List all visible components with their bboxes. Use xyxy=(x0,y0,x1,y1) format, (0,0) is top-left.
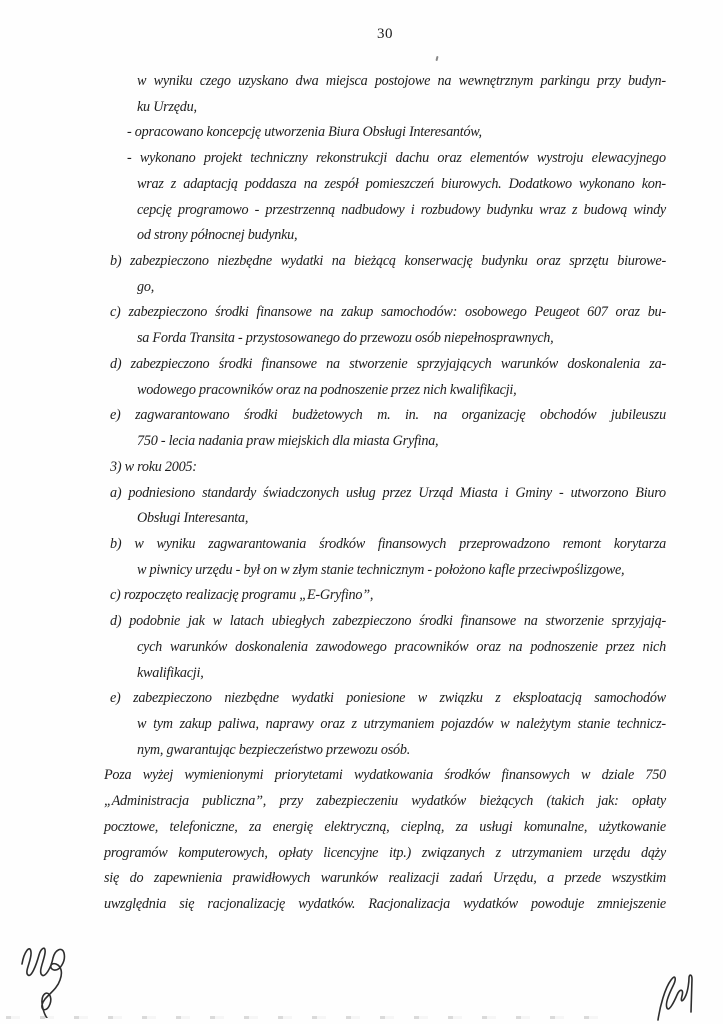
word: „Administracja xyxy=(104,793,189,810)
word: oraz xyxy=(320,715,345,732)
word: Gminy xyxy=(515,484,552,501)
word: biurowe- xyxy=(617,253,666,270)
document-body xyxy=(0,69,723,918)
word: Biuro xyxy=(635,484,666,501)
word: postojowe xyxy=(374,73,431,89)
word: energię xyxy=(272,818,313,835)
word: itp.) xyxy=(389,844,412,861)
word: na xyxy=(326,355,340,372)
word: na xyxy=(508,638,523,655)
word: w xyxy=(581,767,591,784)
word: przy xyxy=(279,793,303,810)
word: za- xyxy=(649,355,666,372)
word: i xyxy=(504,484,509,501)
word: związanych xyxy=(421,844,485,861)
word: oraz xyxy=(476,638,501,655)
word: finansowych xyxy=(501,767,570,784)
word: wyniku xyxy=(156,535,196,552)
word: na xyxy=(331,253,346,270)
word: w xyxy=(212,613,222,630)
word: programowo xyxy=(178,201,249,218)
word: biurowych. xyxy=(441,175,502,192)
word: zespół xyxy=(324,175,359,192)
word: pomieszczeń xyxy=(365,175,434,192)
word: elektryczną, xyxy=(324,818,390,835)
word: b) xyxy=(110,535,122,552)
word: wewnętrznym xyxy=(458,73,534,89)
text-line: w piwnicy urzędu - był on w złym stanie technicznym - położono kafle przeciwpoślizgowe, xyxy=(137,561,625,578)
text-line: 3) w roku 2005: xyxy=(110,458,197,475)
word: ubiegłych xyxy=(271,613,325,630)
word: w xyxy=(500,715,510,732)
text-line xyxy=(110,352,666,378)
word: wydatków. xyxy=(298,896,356,912)
word: wydatków xyxy=(463,896,518,912)
word: w xyxy=(137,715,147,732)
text-line: od strony północnej budynku, xyxy=(137,227,298,244)
word: na xyxy=(303,175,318,192)
word: wykonano xyxy=(139,150,196,167)
word: wszystkim xyxy=(611,870,666,887)
text-line xyxy=(104,866,666,892)
word: wydatków xyxy=(411,793,467,810)
word: naprawy xyxy=(265,715,314,732)
word: osobowego xyxy=(464,304,527,321)
word: Urzędu, xyxy=(492,870,537,887)
word: z xyxy=(170,175,177,192)
word: budżetowych xyxy=(291,407,363,424)
word: z xyxy=(495,690,501,707)
text-line xyxy=(137,198,666,224)
word: rekonstrukcji xyxy=(316,150,388,167)
word: wydatki xyxy=(280,253,324,270)
word: licencyjne xyxy=(323,844,379,861)
text-line xyxy=(110,686,666,712)
word: zadań xyxy=(449,870,483,887)
word: świadczonych xyxy=(263,484,339,501)
word: w xyxy=(134,535,144,552)
word: poniesione xyxy=(346,690,406,707)
word: wyżej xyxy=(142,767,174,784)
word: kon- xyxy=(641,175,666,192)
word: telefoniczne, xyxy=(169,818,238,835)
word: in. xyxy=(404,407,419,424)
word: sprzyjają- xyxy=(611,613,666,630)
word: priorytetami xyxy=(274,767,343,784)
word: warunków xyxy=(500,355,558,372)
text-line: go, xyxy=(137,278,154,295)
word: dachu xyxy=(395,150,429,167)
word: oraz xyxy=(615,304,640,321)
word: adaptacją xyxy=(183,175,238,192)
word: techniczny xyxy=(250,150,308,167)
word: paliwa, xyxy=(218,715,259,732)
word: cieplną, xyxy=(400,818,445,835)
word: się xyxy=(104,870,120,887)
text-line xyxy=(137,635,666,661)
word: e) xyxy=(110,407,121,424)
word: budynku xyxy=(481,253,528,270)
word: programów xyxy=(104,844,168,861)
word: pojazdów xyxy=(440,715,494,732)
word: bieżącą xyxy=(354,253,396,270)
word: wykonano xyxy=(578,175,635,192)
word: oraz xyxy=(437,150,462,167)
word: korytarza xyxy=(613,535,666,552)
text-line xyxy=(137,712,666,738)
text-line xyxy=(110,249,666,275)
word: 750 xyxy=(645,767,666,784)
word: użytkowanie xyxy=(598,818,666,835)
word: organizację xyxy=(461,407,526,424)
text-line: 750 - lecia nadania praw miejskich dla miasta Gryfina, xyxy=(137,433,439,450)
word: wystroju xyxy=(536,150,584,167)
word: w xyxy=(417,690,427,707)
word: środki xyxy=(243,407,278,424)
word: środki xyxy=(215,304,249,321)
word: warunków xyxy=(170,638,228,655)
word: b) xyxy=(110,253,122,270)
word: i xyxy=(410,201,415,218)
text-line xyxy=(110,403,666,429)
word: publiczna”, xyxy=(202,793,267,810)
word: d) xyxy=(110,613,122,630)
word: doskonalenia xyxy=(567,355,640,372)
word: za xyxy=(455,818,468,835)
word: usługi xyxy=(479,818,513,835)
word: przestrzenną xyxy=(265,201,335,218)
word: podnoszenie xyxy=(530,638,598,655)
word: windy xyxy=(633,201,666,218)
word: poddasza xyxy=(244,175,297,192)
word: Peugeot xyxy=(534,304,580,321)
text-line xyxy=(104,763,666,789)
word: stanie xyxy=(577,715,611,732)
word: finansowe xyxy=(261,355,317,372)
word: komputerowych, xyxy=(178,844,268,861)
word: finansowych xyxy=(377,535,447,552)
text-line: sa Forda Transita - przystosowanego do przewozu osób niepełnosprawnych, xyxy=(137,330,554,347)
word: miejsca xyxy=(325,73,368,89)
word: samochodów: xyxy=(380,304,458,321)
text-line xyxy=(110,609,666,635)
word: projekt xyxy=(203,150,242,167)
word: wraz xyxy=(137,175,164,192)
word: - xyxy=(559,484,564,501)
word: budową xyxy=(583,201,628,218)
word: na xyxy=(437,73,452,89)
word: standardy xyxy=(202,484,257,501)
word: zawodowego xyxy=(315,638,387,655)
word: oraz xyxy=(536,253,561,270)
word: niezbędne xyxy=(217,253,272,270)
text-line xyxy=(110,300,666,326)
word: technicz- xyxy=(616,715,666,732)
word: doskonalenia xyxy=(235,638,308,655)
text-line: Obsługi Interesanta, xyxy=(137,510,249,527)
word: - xyxy=(254,201,260,218)
word: 607 xyxy=(587,304,608,321)
word: zakup xyxy=(341,304,374,321)
word: stworzenie xyxy=(545,613,604,630)
word: przez xyxy=(382,484,412,501)
word: niezbędne xyxy=(224,690,279,707)
word: sprzyjających xyxy=(416,355,492,372)
word: dziale xyxy=(601,767,634,784)
word: jak xyxy=(188,613,205,630)
word: Racjonalizacja xyxy=(368,896,450,912)
word: prawidłowych xyxy=(232,870,311,887)
word: (takich xyxy=(546,793,585,810)
word: budynku xyxy=(486,201,533,218)
word: za xyxy=(249,818,262,835)
word: się xyxy=(179,896,195,912)
word: Dodatkowo xyxy=(508,175,572,192)
word: budyn- xyxy=(627,73,666,89)
word: podniesiono xyxy=(128,484,195,501)
word: usług xyxy=(345,484,376,501)
word: Poza xyxy=(104,767,132,784)
word: zabezpieczono xyxy=(130,355,210,372)
text-line xyxy=(127,146,666,172)
word: elementów xyxy=(470,150,529,167)
word: bieżących xyxy=(479,793,534,810)
word: eksploatacją xyxy=(513,690,582,707)
text-line xyxy=(104,841,666,867)
word: opłaty xyxy=(278,844,313,861)
word: środki xyxy=(218,355,253,372)
word: bu- xyxy=(647,304,666,321)
word: zabezpieczono xyxy=(133,690,212,707)
word: Miasta xyxy=(459,484,498,501)
word: zabezpieczono xyxy=(130,253,209,270)
word: zagwarantowania xyxy=(208,535,307,552)
word: utrzymaniem xyxy=(363,715,435,732)
word: e) xyxy=(110,690,121,707)
word: cepcję xyxy=(137,201,172,218)
text-line: ku Urzędu, xyxy=(137,98,197,115)
text-line xyxy=(104,892,666,918)
word: z xyxy=(495,844,501,861)
word: samochodów xyxy=(594,690,666,707)
word: uwzględnia xyxy=(104,896,167,912)
text-line xyxy=(104,815,666,841)
word: zabezpieczono xyxy=(332,613,412,630)
word: tym xyxy=(153,715,173,732)
word: z xyxy=(572,201,578,218)
word: finansowe xyxy=(256,304,312,321)
text-line xyxy=(110,481,666,507)
word: latach xyxy=(229,613,264,630)
word: cych xyxy=(137,638,162,655)
word: podobnie xyxy=(129,613,181,630)
text-line xyxy=(104,789,666,815)
word: przez xyxy=(605,638,635,655)
word: wydatkowania xyxy=(353,767,433,784)
word: w xyxy=(137,73,147,89)
word: wymienionymi xyxy=(184,767,264,784)
word: stworzenie xyxy=(349,355,408,372)
word: c) xyxy=(110,304,121,321)
word: wyniku xyxy=(153,73,193,89)
word: - xyxy=(127,150,132,167)
word: urzędu xyxy=(593,844,631,861)
word: racjonalizację xyxy=(207,896,286,912)
word: remont xyxy=(562,535,601,552)
word: parkingu xyxy=(540,73,590,89)
word: należytym xyxy=(516,715,571,732)
word: rozbudowy xyxy=(420,201,481,218)
text-line: - opracowano koncepcję utworzenia Biura Obsługi Interesantów, xyxy=(127,124,482,141)
word: na xyxy=(433,407,448,424)
word: środki xyxy=(419,613,453,630)
word: elewacyjnego xyxy=(591,150,666,167)
word: zakup xyxy=(179,715,212,732)
word: realizacji xyxy=(388,870,440,887)
text-line xyxy=(110,532,666,558)
word: komunalne, xyxy=(523,818,588,835)
word: a xyxy=(547,870,554,887)
word: wydatki xyxy=(291,690,334,707)
scan-speck xyxy=(435,56,438,61)
word: na xyxy=(523,613,538,630)
word: dąży xyxy=(640,844,666,861)
word: jubileuszu xyxy=(610,407,666,424)
word: przy xyxy=(597,73,621,89)
word: utrzymaniem xyxy=(511,844,583,861)
word: zmniejszenie xyxy=(597,896,666,912)
word: wraz xyxy=(539,201,566,218)
word: jak: xyxy=(597,793,619,810)
word: sprzętu xyxy=(569,253,609,270)
word: zabezpieczeniu xyxy=(316,793,398,810)
text-line xyxy=(137,69,666,95)
handwritten-initials-right xyxy=(648,964,694,1022)
word: uzyskano xyxy=(238,73,289,89)
word: konserwację xyxy=(404,253,473,270)
word: utworzono xyxy=(570,484,629,501)
word: powoduje xyxy=(530,896,585,912)
handwritten-signature-left xyxy=(16,926,68,1018)
word: pocztowe, xyxy=(104,818,159,835)
text-line xyxy=(137,172,666,198)
word: nadbudowy xyxy=(341,201,405,218)
word: warunków xyxy=(320,870,378,887)
word: zabezpieczono xyxy=(128,304,208,321)
word: obchodów xyxy=(539,407,597,424)
word: środków xyxy=(319,535,365,552)
scan-artifact-bottom-edge xyxy=(6,1016,616,1019)
word: opłaty xyxy=(631,793,666,810)
text-line: c) rozpoczęto realizację programu „E-Gryfino”, xyxy=(110,587,374,604)
word: przede xyxy=(564,870,601,887)
word: związku xyxy=(439,690,483,707)
word: zapewnienia xyxy=(153,870,223,887)
word: dwa xyxy=(295,73,319,89)
word: zagwarantowano xyxy=(135,407,230,424)
word: przeprowadzono xyxy=(459,535,550,552)
word: do xyxy=(129,870,144,887)
word: Urząd xyxy=(418,484,453,501)
word: na xyxy=(319,304,334,321)
word: d) xyxy=(110,355,122,372)
word: czego xyxy=(199,73,231,89)
word: a) xyxy=(110,484,122,501)
text-line: wodowego pracowników oraz na podnoszenie przez nich kwalifikacji, xyxy=(137,381,517,398)
text-line: kwalifikacji, xyxy=(137,664,204,681)
word: m. xyxy=(377,407,391,424)
word: pracowników xyxy=(394,638,469,655)
word: z xyxy=(351,715,357,732)
word: finansowe xyxy=(460,613,516,630)
word: nich xyxy=(642,638,666,655)
page-number: 30 xyxy=(377,26,393,42)
word: środków xyxy=(444,767,491,784)
text-line: nym, gwarantując bezpieczeństwo przewozu osób. xyxy=(137,741,411,758)
